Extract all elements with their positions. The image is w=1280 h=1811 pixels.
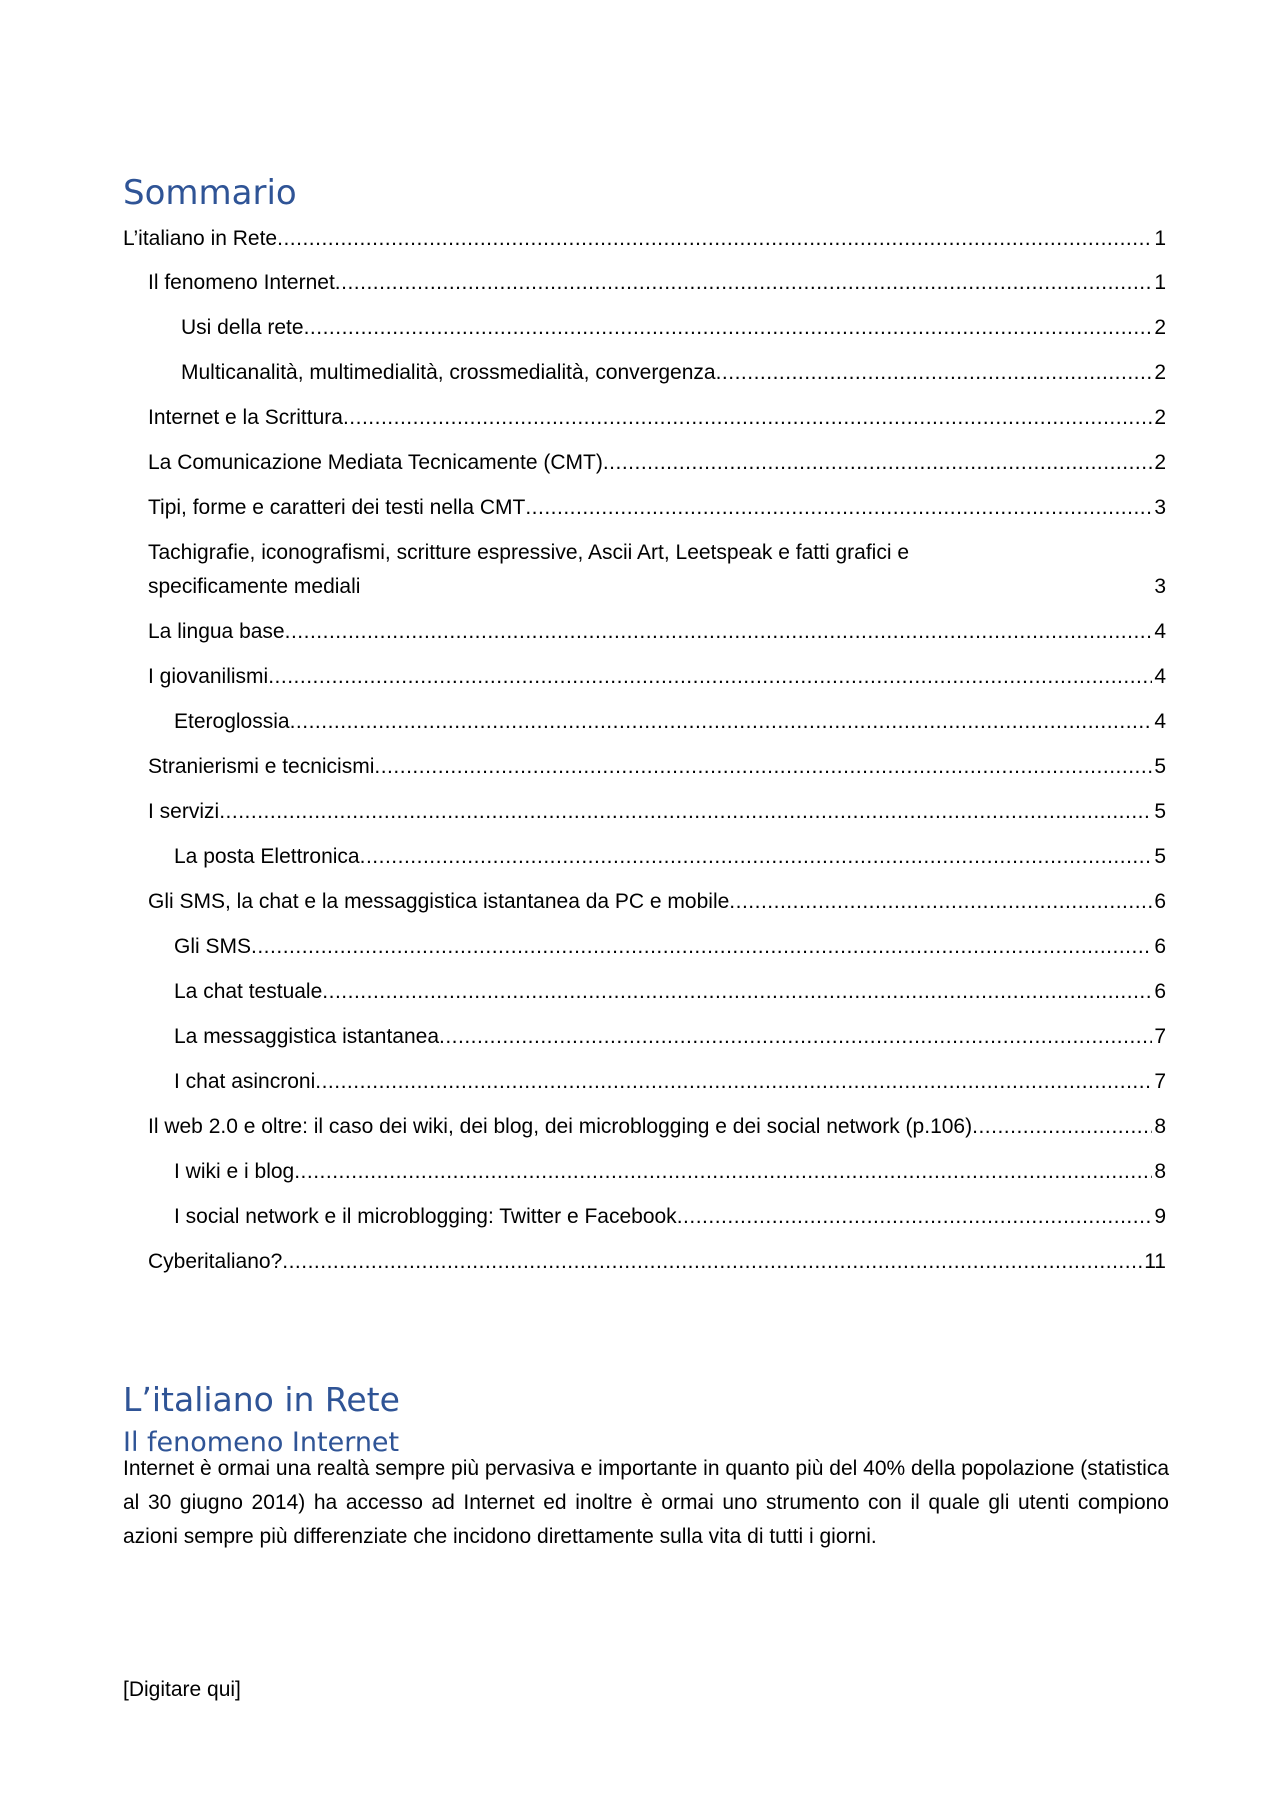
- toc-entry-text: La chat testuale: [174, 980, 323, 1003]
- toc-entry[interactable]: [148, 660, 1166, 694]
- toc-page-number: 6: [1154, 890, 1166, 913]
- toc-leader-dots: [343, 401, 1152, 435]
- toc-entry[interactable]: [148, 885, 1166, 919]
- toc-entry-text: Il web 2.0 e oltre: il caso dei wiki, dei blog, dei microblogging e dei social network (p.106): [148, 1115, 973, 1138]
- toc-page-number: 4: [1154, 620, 1166, 643]
- toc-entry-text: I social network e il microblogging: Twitter e Facebook: [174, 1205, 677, 1228]
- toc-entry[interactable]: [148, 750, 1166, 784]
- toc-entry[interactable]: [148, 491, 1166, 525]
- toc-leader-dots: [972, 1110, 1152, 1144]
- toc-page-number: 2: [1154, 316, 1166, 339]
- toc-entry[interactable]: [148, 1245, 1166, 1279]
- toc-entry-text: Eteroglossia: [174, 710, 290, 733]
- toc-entry[interactable]: [148, 795, 1166, 829]
- toc-entry-text: Internet e la Scrittura: [148, 406, 343, 429]
- toc-leader-dots: [603, 446, 1153, 480]
- toc-entry-text: Stranierismi e tecnicismi: [148, 755, 375, 778]
- toc-leader-dots: [439, 1020, 1152, 1054]
- toc-leader-dots: [304, 311, 1153, 345]
- toc-entry[interactable]: [174, 1065, 1166, 1099]
- toc-page-number: 6: [1154, 980, 1166, 1003]
- toc-page-number: 6: [1154, 935, 1166, 958]
- toc-entry-text: La Comunicazione Mediata Tecnicamente (CMT): [148, 451, 603, 474]
- toc-entry-line2: [148, 570, 1166, 604]
- toc-entry-text: specificamente mediali: [148, 575, 361, 598]
- toc-leader-dots: [677, 1200, 1153, 1234]
- toc-leader-dots: [290, 705, 1153, 739]
- toc-page-number: 9: [1154, 1205, 1166, 1228]
- document-page: [123, 0, 1169, 1811]
- toc-leader-dots: [360, 840, 1153, 874]
- toc-leader-dots: [268, 660, 1152, 694]
- toc-page-number: 7: [1154, 1025, 1166, 1048]
- toc-page-number: 4: [1154, 710, 1166, 733]
- toc-leader-dots: [282, 1245, 1142, 1279]
- toc-entry[interactable]: [174, 840, 1166, 874]
- toc-entry[interactable]: [174, 705, 1166, 739]
- toc-leader-dots: [525, 491, 1152, 525]
- toc-entry-text: La lingua base: [148, 620, 285, 643]
- toc-page-number: 4: [1154, 665, 1166, 688]
- heading-1: L’italiano in Rete: [123, 1380, 400, 1419]
- toc-leader-dots: [374, 750, 1152, 784]
- toc-entry-text: La posta Elettronica: [174, 845, 360, 868]
- toc-page-number: 5: [1154, 845, 1166, 868]
- toc-page-number: 2: [1154, 406, 1166, 429]
- toc-leader-dots: [729, 885, 1152, 919]
- toc-entry-text: Tipi, forme e caratteri dei testi nella CMT: [148, 496, 526, 519]
- toc-entry[interactable]: [123, 222, 1166, 256]
- toc-entry-text: Usi della rete: [181, 316, 304, 339]
- toc-entry[interactable]: [174, 1200, 1166, 1234]
- toc-page-number: 1: [1154, 227, 1166, 250]
- toc-page-number: 8: [1154, 1115, 1166, 1138]
- heading-2: Il fenomeno Internet: [123, 1427, 400, 1458]
- toc-leader-dots: [219, 795, 1152, 829]
- footer-placeholder[interactable]: [Digitare qui]: [123, 1678, 241, 1701]
- toc-page-number: 11: [1144, 1250, 1166, 1273]
- toc-page-number: 3: [1154, 496, 1166, 519]
- toc-entry[interactable]: [174, 930, 1166, 964]
- toc-title: Sommario: [123, 173, 297, 213]
- toc-entry[interactable]: [181, 356, 1166, 390]
- toc-entry[interactable]: [148, 446, 1166, 480]
- toc-page-number: 2: [1154, 361, 1166, 384]
- toc-page-number: 7: [1154, 1070, 1166, 1093]
- toc-entry-text: Gli SMS: [174, 935, 252, 958]
- body-paragraph: Internet è ormai una realtà sempre più pervasiva e importante in quanto più del 40% della popolazione (statistica al 30 giugno 2014) ha accesso ad Internet ed inoltre è ormai uno strumento con il quale gli utenti compiono azioni sempre più differenziate che incidono direttamente sulla vita di tutti i giorni.: [123, 1457, 1169, 1548]
- toc-entry-text: Cyberitaliano?: [148, 1250, 283, 1273]
- toc-entry-text: I giovanilismi: [148, 665, 269, 688]
- toc-page-number: 2: [1154, 451, 1166, 474]
- toc-entry[interactable]: [148, 401, 1166, 435]
- toc-leader-dots: [335, 266, 1153, 300]
- toc-entry-text: I chat asincroni: [174, 1070, 316, 1093]
- toc-leader-dots: [294, 1155, 1152, 1189]
- toc-entry[interactable]: [148, 1110, 1166, 1144]
- toc-entry-text: L’italiano in Rete: [123, 227, 278, 250]
- toc-entry[interactable]: [174, 1155, 1166, 1189]
- toc-leader-dots: [315, 1065, 1152, 1099]
- toc-page-number: 5: [1154, 800, 1166, 823]
- toc-entry-text: Multicanalità, multimedialità, crossmedialità, convergenza: [181, 361, 716, 384]
- toc-entry-text: I servizi: [148, 800, 220, 823]
- toc-entry-text: La messaggistica istantanea: [174, 1025, 439, 1048]
- toc-page-number: 8: [1154, 1160, 1166, 1183]
- toc-leader-dots: [322, 975, 1152, 1009]
- toc-entry[interactable]: [174, 975, 1166, 1009]
- toc-leader-dots: [285, 615, 1153, 649]
- toc-leader-dots: [716, 356, 1153, 390]
- toc-entry[interactable]: [148, 615, 1166, 649]
- toc-entry-text: Il fenomeno Internet: [148, 271, 335, 294]
- toc-page-number: 5: [1154, 755, 1166, 778]
- toc-entry[interactable]: [148, 266, 1166, 300]
- toc-entry-text: Gli SMS, la chat e la messaggistica istantanea da PC e mobile: [148, 890, 730, 913]
- toc-leader-dots: [251, 930, 1152, 964]
- toc-leader-dots: [277, 222, 1152, 256]
- toc-page-number: 1: [1154, 271, 1166, 294]
- toc-page-number: 3: [1154, 575, 1166, 598]
- toc-entry[interactable]: [148, 536, 1166, 604]
- toc-entry-text: Tachigrafie, iconografismi, scritture espressive, Ascii Art, Leetspeak e fatti grafici e: [148, 541, 909, 564]
- toc-entry[interactable]: [174, 1020, 1166, 1054]
- toc-entry-text: I wiki e i blog: [174, 1160, 295, 1183]
- toc-entry[interactable]: [181, 311, 1166, 345]
